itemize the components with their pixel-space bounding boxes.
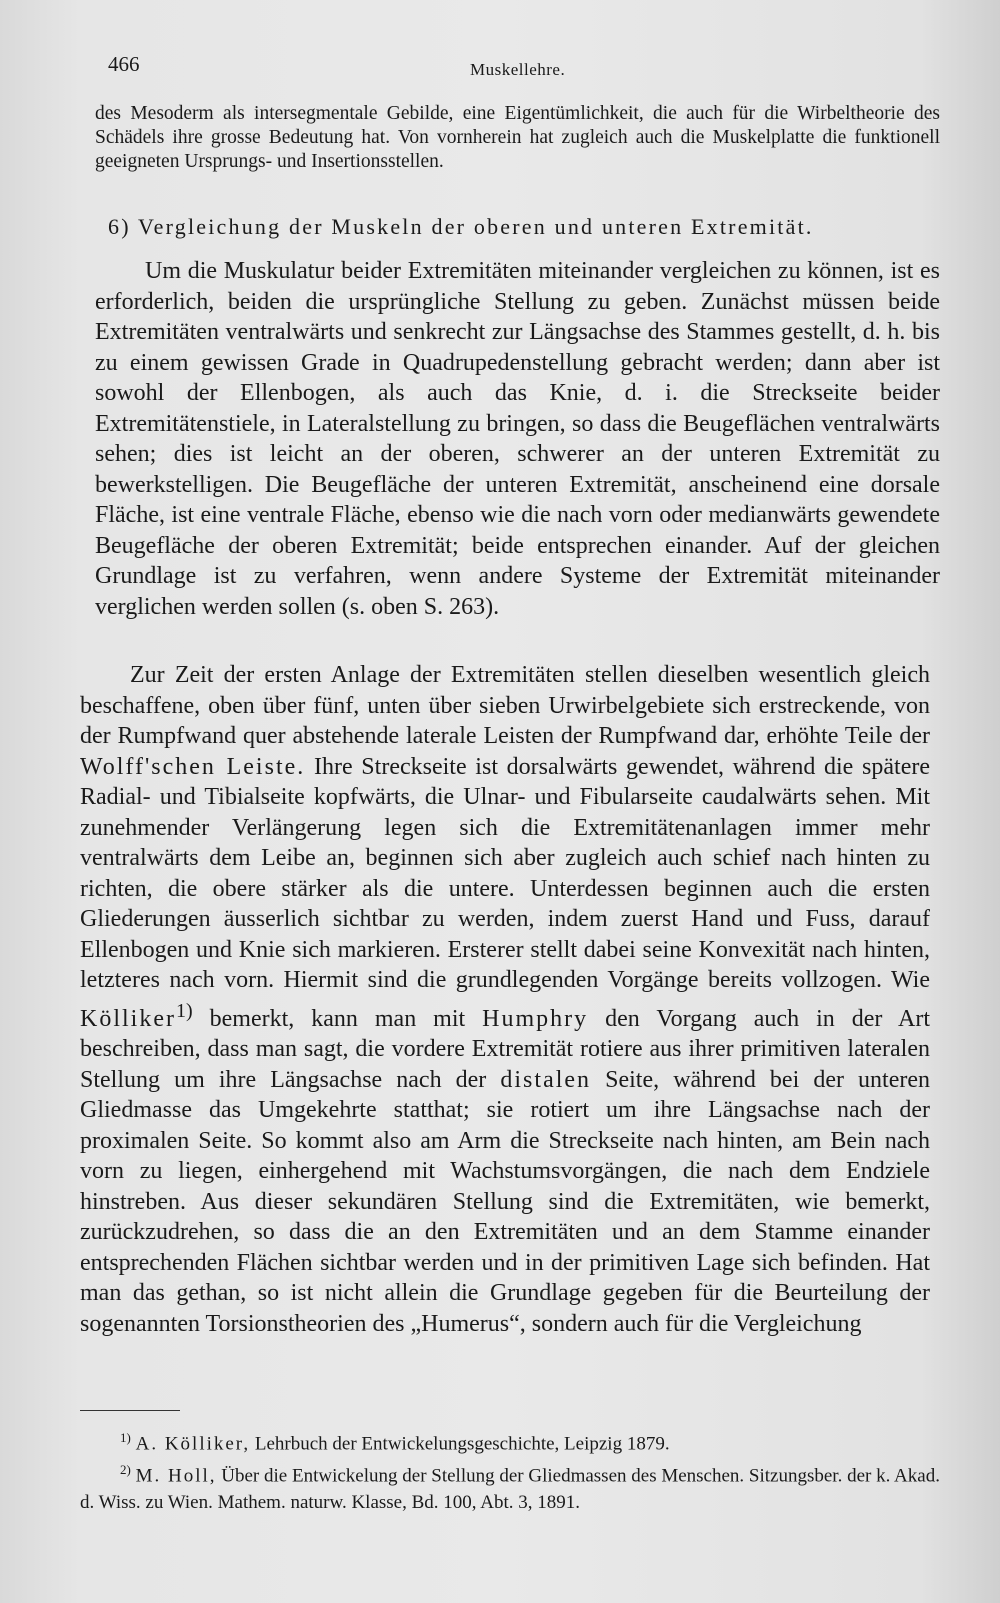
koelliker-name: Kölliker	[80, 1005, 176, 1032]
footnote-ref-1: 1)	[175, 999, 193, 1022]
paragraph-2-text-c: bemerkt, kann man mit	[192, 1005, 483, 1032]
page-number: 466	[108, 52, 140, 76]
paragraph-2-text-e: Seite, während bei der unteren Gliedmasse das Umgekehrte statthat; sie rotiert um ihre Längsachse nach der proximalen Seite. So kommt also am Arm die Streckseite nach hinten, am Bein nach vorn zu liegen, einhergehend mit Wachstumsvorgängen, die nach dem Endziele hinstreben. Aus dieser sekundären Stellung sind die Extremitäten, wie bemerkt, zurückzudrehen, so dass die an den Extremitäten und an dem Stamme einander entsprechenden Flächen sichtbar werden und in der primitiven Lage sich befinden. Hat man das gethan, so ist nicht allein die Grundlage gegeben für die Beurteilung der sogenannten Torsionstheorien des „Humerus“, sondern auch für die Vergleichung	[80, 1066, 931, 1337]
humphry-name: Humphry	[482, 1005, 589, 1032]
footnote-text: Lehrbuch der Entwickelungsgeschichte, Leipzig 1879.	[250, 1433, 670, 1455]
paragraph-2	[80, 660, 930, 1339]
wolff-leiste-term: Wolff'schen Leiste.	[80, 753, 306, 780]
footnote-text: Über die Entwickelung der Stellung der Gliedmassen des Menschen. Sitzungsber. der k. Akad. d. Wiss. zu Wien. Mathem. naturw. Klasse, Bd. 100, Abt. 3, 1891.	[80, 1465, 940, 1513]
paragraph-1: Um die Muskulatur beider Extremitäten miteinander vergleichen zu können, ist es erforderlich, beiden die ursprüngliche Stellung zu geben. Zunächst müssen beide Extremitäten ventralwärts und senkrecht zur Längsachse des Stammes gestellt, d. h. bis zu einem gewissen Grade in Quadrupedenstellung gebracht werden; dann aber ist sowohl der Ellenbogen, als auch das Knie, d. i. die Streckseite beider Extremitätenstiele, in Lateralstellung zu bringen, so dass die Beugeflächen ventralwärts sehen; dies ist leicht an der oberen, schwerer an der unteren Extremität zu bewerkstelligen. Die Beugefläche der unteren Extremität, anscheinend eine dorsale Fläche, ist eine ventrale Fläche, ebenso wie die nach vorn oder medianwärts gewendete Beugefläche der oberen Extremität; beide entsprechen einander. Auf der gleichen Grundlage ist zu verfahren, wenn andere Systeme der Extremität miteinander verglichen werden sollen (s. oben S. 263).	[95, 258, 940, 620]
intro-paragraph: des Mesoderm als intersegmentale Gebilde, eine Eigentümlichkeit, die auch für die Wirbeltheorie des Schädels ihre grosse Bedeutung hat. Von vornherein hat zugleich auch die Muskelplatte die funktionell geeigneten Ursprungs- und Insertionsstellen.	[95, 103, 940, 172]
footnote-2	[80, 1457, 940, 1515]
paragraph-2-text-a: Zur Zeit der ersten Anlage der Extremitäten stellen dieselben wesentlich gleich beschaffene, oben über fünf, unten über sieben Urwirbelgebiete sich erstreckende, von der Rumpfwand quer abstehende laterale Leisten der Rumpfwand dar, erhöhte Teile der	[80, 662, 930, 749]
paragraph-2-text-d: den Vorgang auch in der Art beschreiben, dass man sagt, die vordere Extremität rotiere aus ihrer primitiven lateralen Stellung um ihre Längsachse nach der	[80, 1005, 931, 1093]
running-head: Muskellehre.	[470, 60, 566, 79]
footnotes	[80, 1425, 940, 1516]
section-heading: 6) Vergleichung der Muskeln der oberen und unteren Extremität.	[108, 214, 814, 239]
distalen-term: distalen	[500, 1066, 592, 1093]
footnote-mark: 2)	[120, 1462, 131, 1478]
paragraph-2-text-b: Ihre Streckseite ist dorsalwärts gewendet, während die spätere Radial- und Tibialseite kopfwärts, die Ulnar- und Fibularseite caudalwärts sehen. Mit zunehmender Verlängerung legen sich die Extremitätenanlagen immer mehr ventralwärts dem Leibe an, beginnen sich aber zugleich auch schief nach hinten zu richten, die obere stärker als die untere. Unterdessen beginnen auch die ersten Gliederungen äusserlich sichtbar zu werden, indem zuerst Hand und Fuss, darauf Ellenbogen und Knie sich markieren. Ersterer stellt dabei seine Konvexität nach hinten, letzteres nach vorn. Hiermit sind die grundlegenden Vorgänge bereits vollzogen. Wie	[80, 753, 930, 993]
footnote-author: A. Kölliker,	[135, 1433, 251, 1455]
footnote-1	[80, 1425, 940, 1457]
footnote-author: M. Holl,	[135, 1465, 217, 1487]
page-header	[108, 52, 938, 82]
footnote-divider	[80, 1410, 180, 1411]
footnote-mark: 1)	[120, 1430, 131, 1445]
